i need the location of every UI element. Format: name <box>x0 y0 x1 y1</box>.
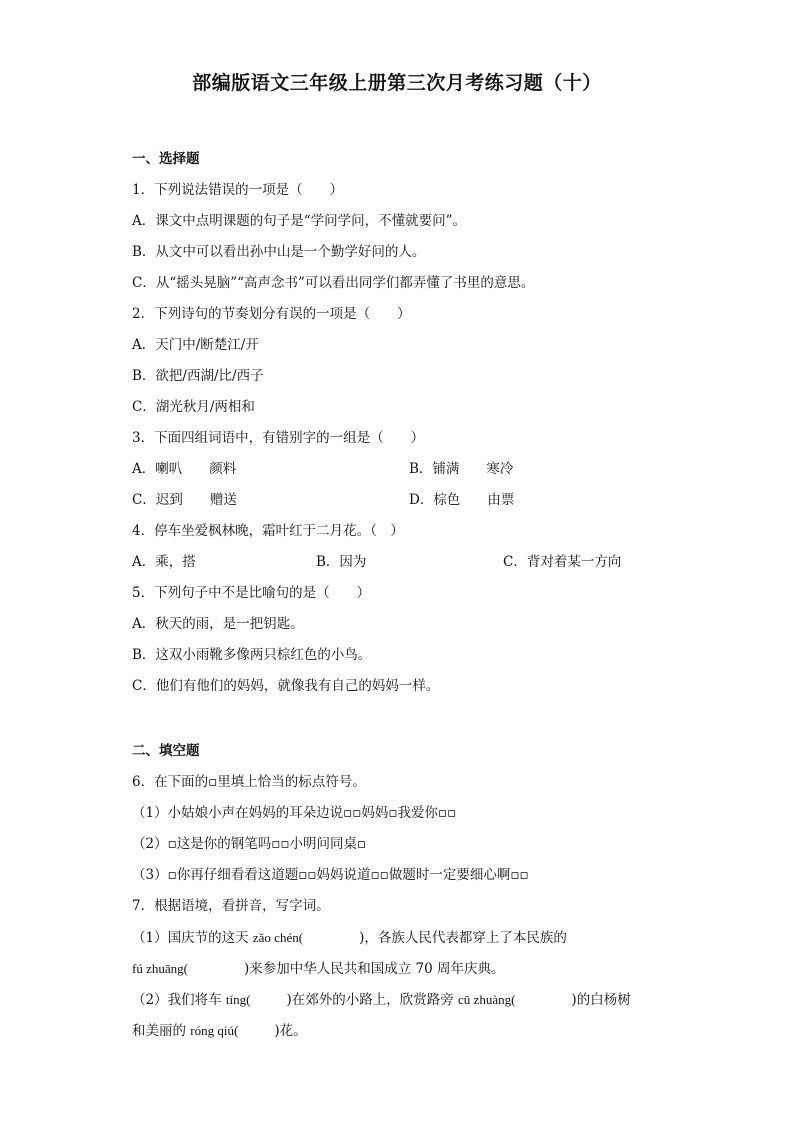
question-5-option-c: C．他们有他们的妈妈，就像我有自己的妈妈一样。 <box>132 678 440 694</box>
question-2-option-a: A．天门中/断楚江/开 <box>132 337 259 353</box>
question-3-option-b: B．铺满 寒冷 <box>409 461 514 477</box>
question-4-stem: 4．停车坐爱枫林晚，霜叶红于二月花。（ ） <box>132 523 404 539</box>
pinyin-fuzhuang: fú zhuāng( <box>132 961 188 976</box>
question-7-text: )，各族人民代表都穿上了本民族的 <box>359 930 567 946</box>
question-7-text: （2）我们将车 <box>132 992 222 1008</box>
question-2-option-b: B．欲把/西湖/比/西子 <box>132 368 264 384</box>
question-6-sentence-2: （2）▫这是你的钢笔吗▫▫小明问同桌▫ <box>132 836 367 852</box>
exam-content <box>132 144 692 1046</box>
question-7-text: )花。 <box>274 1023 307 1039</box>
question-7-line-1 <box>132 922 692 953</box>
question-6-sentence-1: （1）小姑娘小声在妈妈的耳朵边说▫▫妈妈▫我爱你▫▫ <box>132 805 457 821</box>
section-gap <box>132 702 692 736</box>
question-3-option-c: C．迟到 赠送 <box>132 492 237 508</box>
question-5-option-b: B．这双小雨靴多像两只棕红色的小鸟。 <box>132 647 372 663</box>
section-heading-choice: 一、选择题 <box>132 151 200 167</box>
question-1-option-a: A．课文中点明课题的句子是“学问学问，不懂就要问”。 <box>132 213 467 229</box>
question-4-option-b: B．因为 <box>316 554 367 570</box>
question-1-stem: 1．下列说法错误的一项是（ ） <box>132 182 344 198</box>
question-7-line-3 <box>132 984 692 1015</box>
question-7-text: （1）国庆节的这天 <box>132 930 249 946</box>
question-6-stem: 6．在下面的▫里填上恰当的标点符号。 <box>132 774 366 790</box>
question-7-line-2 <box>132 953 692 984</box>
question-7-text: 和美丽的 <box>132 1023 186 1039</box>
page-title: 部编版语文三年级上册第三次月考练习题（十） <box>192 72 602 94</box>
question-7-line-4 <box>132 1015 692 1046</box>
pinyin-rongqiu: róng qiú( <box>190 1023 239 1038</box>
question-3-option-a: A．喇叭 颜料 <box>132 461 237 477</box>
question-3-options-row-2 <box>132 485 692 516</box>
question-1-option-b: B．从文中可以看出孙中山是一个勤学好问的人。 <box>132 244 426 260</box>
question-7-text: )在郊外的小路上，欣赏路旁 <box>286 992 454 1008</box>
question-5-stem: 5．下列句子中不是比喻句的是（ ） <box>132 585 371 601</box>
question-5-option-a: A．秋天的雨，是一把钥匙。 <box>132 616 304 632</box>
question-4-options <box>132 547 692 578</box>
question-2-option-c: C．湖光秋月/两相和 <box>132 399 255 415</box>
section-heading-fill: 二、填空题 <box>132 743 200 759</box>
question-3-option-d: D．棕色 由票 <box>409 492 515 508</box>
question-2-stem: 2．下列诗句的节奏划分有误的一项是（ ） <box>132 306 411 322</box>
question-1-option-c: C．从“摇头晃脑”“高声念书”可以看出同学们都弄懂了书里的意思。 <box>132 275 535 291</box>
pinyin-zaochen: zǎo chén( <box>252 930 304 945</box>
question-7-text: )来参加中华人民共和国成立 70 周年庆典。 <box>243 961 505 977</box>
question-4-option-a: A．乘，搭 <box>132 554 196 570</box>
question-7-stem: 7．根据语境，看拼音，写字词。 <box>132 898 330 914</box>
question-7-text: )的白杨树 <box>571 992 631 1008</box>
pinyin-ting: tíng( <box>225 992 251 1007</box>
question-6-sentence-3: （3）▫你再仔细看看这道题▫▫妈妈说道▫▫做题时一定要细心啊▫▫ <box>132 867 529 883</box>
question-3-options-row-1 <box>132 454 692 485</box>
question-4-option-c: C．背对着某一方向 <box>503 554 622 570</box>
question-3-stem: 3．下面四组词语中，有错别字的一组是（ ） <box>132 430 425 446</box>
pinyin-cuzhuang: cū zhuàng( <box>458 992 516 1007</box>
